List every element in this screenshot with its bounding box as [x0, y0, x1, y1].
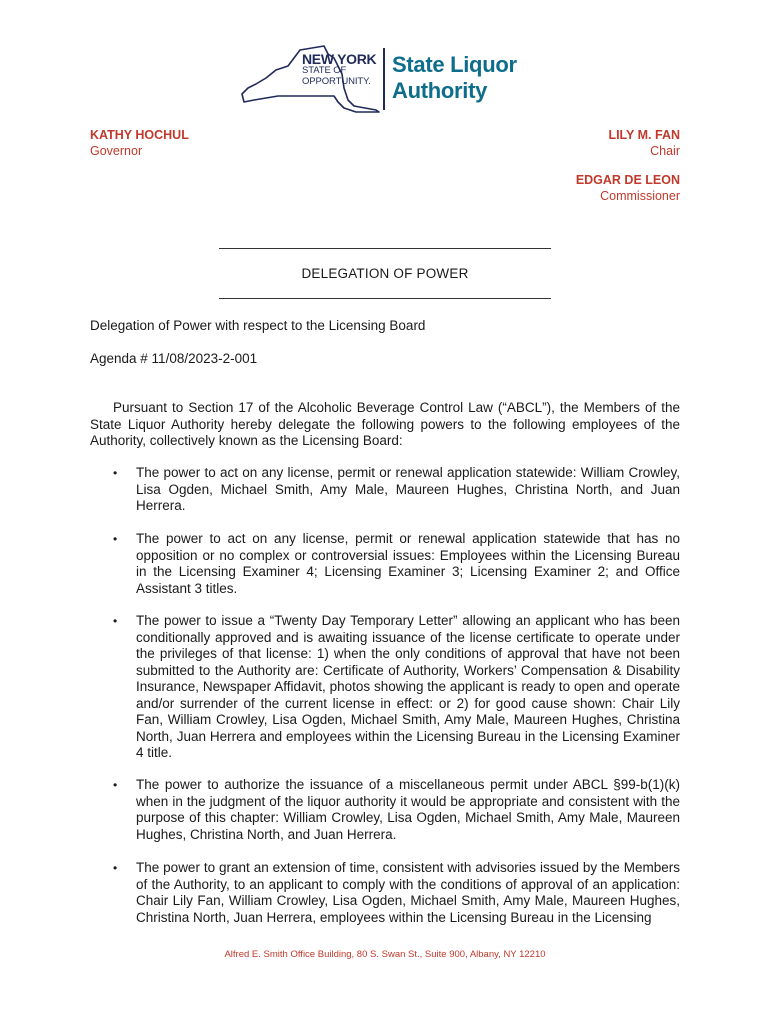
chair-name: LILY M. FAN: [608, 128, 680, 142]
chair-title: Chair: [650, 144, 680, 158]
document-subject: Delegation of Power with respect to the Licensing Board: [90, 318, 426, 333]
bullet-glyph: •: [113, 614, 118, 628]
bullet-glyph: •: [113, 532, 118, 546]
state-liquor-authority-logo: [238, 44, 538, 116]
new-york-state-wordmark: [302, 51, 377, 87]
list-item: [90, 531, 680, 597]
title-rule-bottom: [219, 298, 551, 299]
governor-title: Governor: [90, 144, 143, 158]
list-item: [90, 465, 680, 515]
title-rule-top: [219, 248, 551, 249]
list-item-text: The power to act on any license, permit or renewal application statewide: William Crowley, Lisa Ogden, Michael Smith, Amy Male, Maureen Hughes, Christina North, and Juan Herrera.: [136, 465, 680, 513]
agenda-number: Agenda # 11/08/2023-2-001: [90, 351, 258, 366]
footer-address: Alfred E. Smith Office Building, 80 S. Swan St., Suite 900, Albany, NY 12210: [224, 949, 546, 960]
commissioner-name: EDGAR DE LEON: [575, 173, 680, 187]
commissioner-title: Commissioner: [600, 189, 680, 203]
agency-name-line2: Authority: [392, 78, 488, 103]
intro-paragraph: Pursuant to Section 17 of the Alcoholic Beverage Control Law (“ABCL”), the Members of the State Liquor Authority hereby delegate the following powers to the following employees of the Authority, collectively known as the Licensing Board:: [90, 400, 680, 448]
list-item: [90, 860, 680, 926]
wordmark-new-york: NEW YORK: [302, 51, 377, 67]
bullet-glyph: •: [113, 778, 118, 792]
wordmark-state-of: STATE OF: [302, 65, 347, 76]
logo-divider: [383, 48, 385, 110]
list-item: [90, 613, 680, 762]
list-item: [90, 777, 680, 843]
list-item-text: The power to grant an extension of time, consistent with advisories issued by the Members of the Authority, to an applicant to comply with the conditions of approval of an application: Chair Lily Fan, William Crowley, Lisa Ogden, Michael Smith, Amy Male, Maureen Hughes, Christina North, Juan Herrera, employees within the Licensing Bureau in the Licensing: [136, 860, 680, 925]
list-item-text: The power to issue a “Twenty Day Temporary Letter” allowing an applicant who has been conditionally approved and is awaiting issuance of the license certificate to operate under the privileges of that license: 1) when the only conditions of approval that have not been submitted to the Authority are: Certificate of Authority, Workers’ Compensation & Disability Insurance, Newspaper Affidavit, photos showing the applicant is ready to open and operate and/or surrender of the current license in effect: or 2) for good cause shown: Chair Lily Fan, William Crowley, Lisa Ogden, Michael Smith, Amy Male, Maureen Hughes, Christina North, Juan Herrera and employees within the Licensing Bureau in the Licensing Examiner 4 title.: [136, 613, 680, 760]
agency-name: [392, 52, 517, 104]
list-item-text: The power to act on any license, permit or renewal application statewide that has no opposition or no complex or controversial issues: Employees within the Licensing Bureau in the Licensing Examiner 4; Licensing Examiner 3; Licensing Examiner 2; and Office Assistant 3 titles.: [136, 531, 680, 596]
chair-block: [608, 127, 680, 159]
document-title: DELEGATION OF POWER: [301, 266, 469, 281]
bullet-glyph: •: [113, 466, 118, 480]
bullet-glyph: •: [113, 861, 118, 875]
commissioner-block: [576, 172, 680, 204]
governor-block: [90, 127, 189, 159]
agency-name-line1: State Liquor: [392, 52, 517, 77]
governor-name: KATHY HOCHUL: [90, 128, 189, 142]
list-item-text: The power to authorize the issuance of a miscellaneous permit under ABCL §99-b(1)(k) when in the judgment of the liquor authority it would be appropriate and consistent with the purpose of this chapter: William Crowley, Lisa Ogden, Michael Smith, Amy Male, Maureen Hughes, Christina North, and Juan Herrera.: [136, 777, 680, 842]
wordmark-opportunity: OPPORTUNITY.: [302, 76, 371, 87]
